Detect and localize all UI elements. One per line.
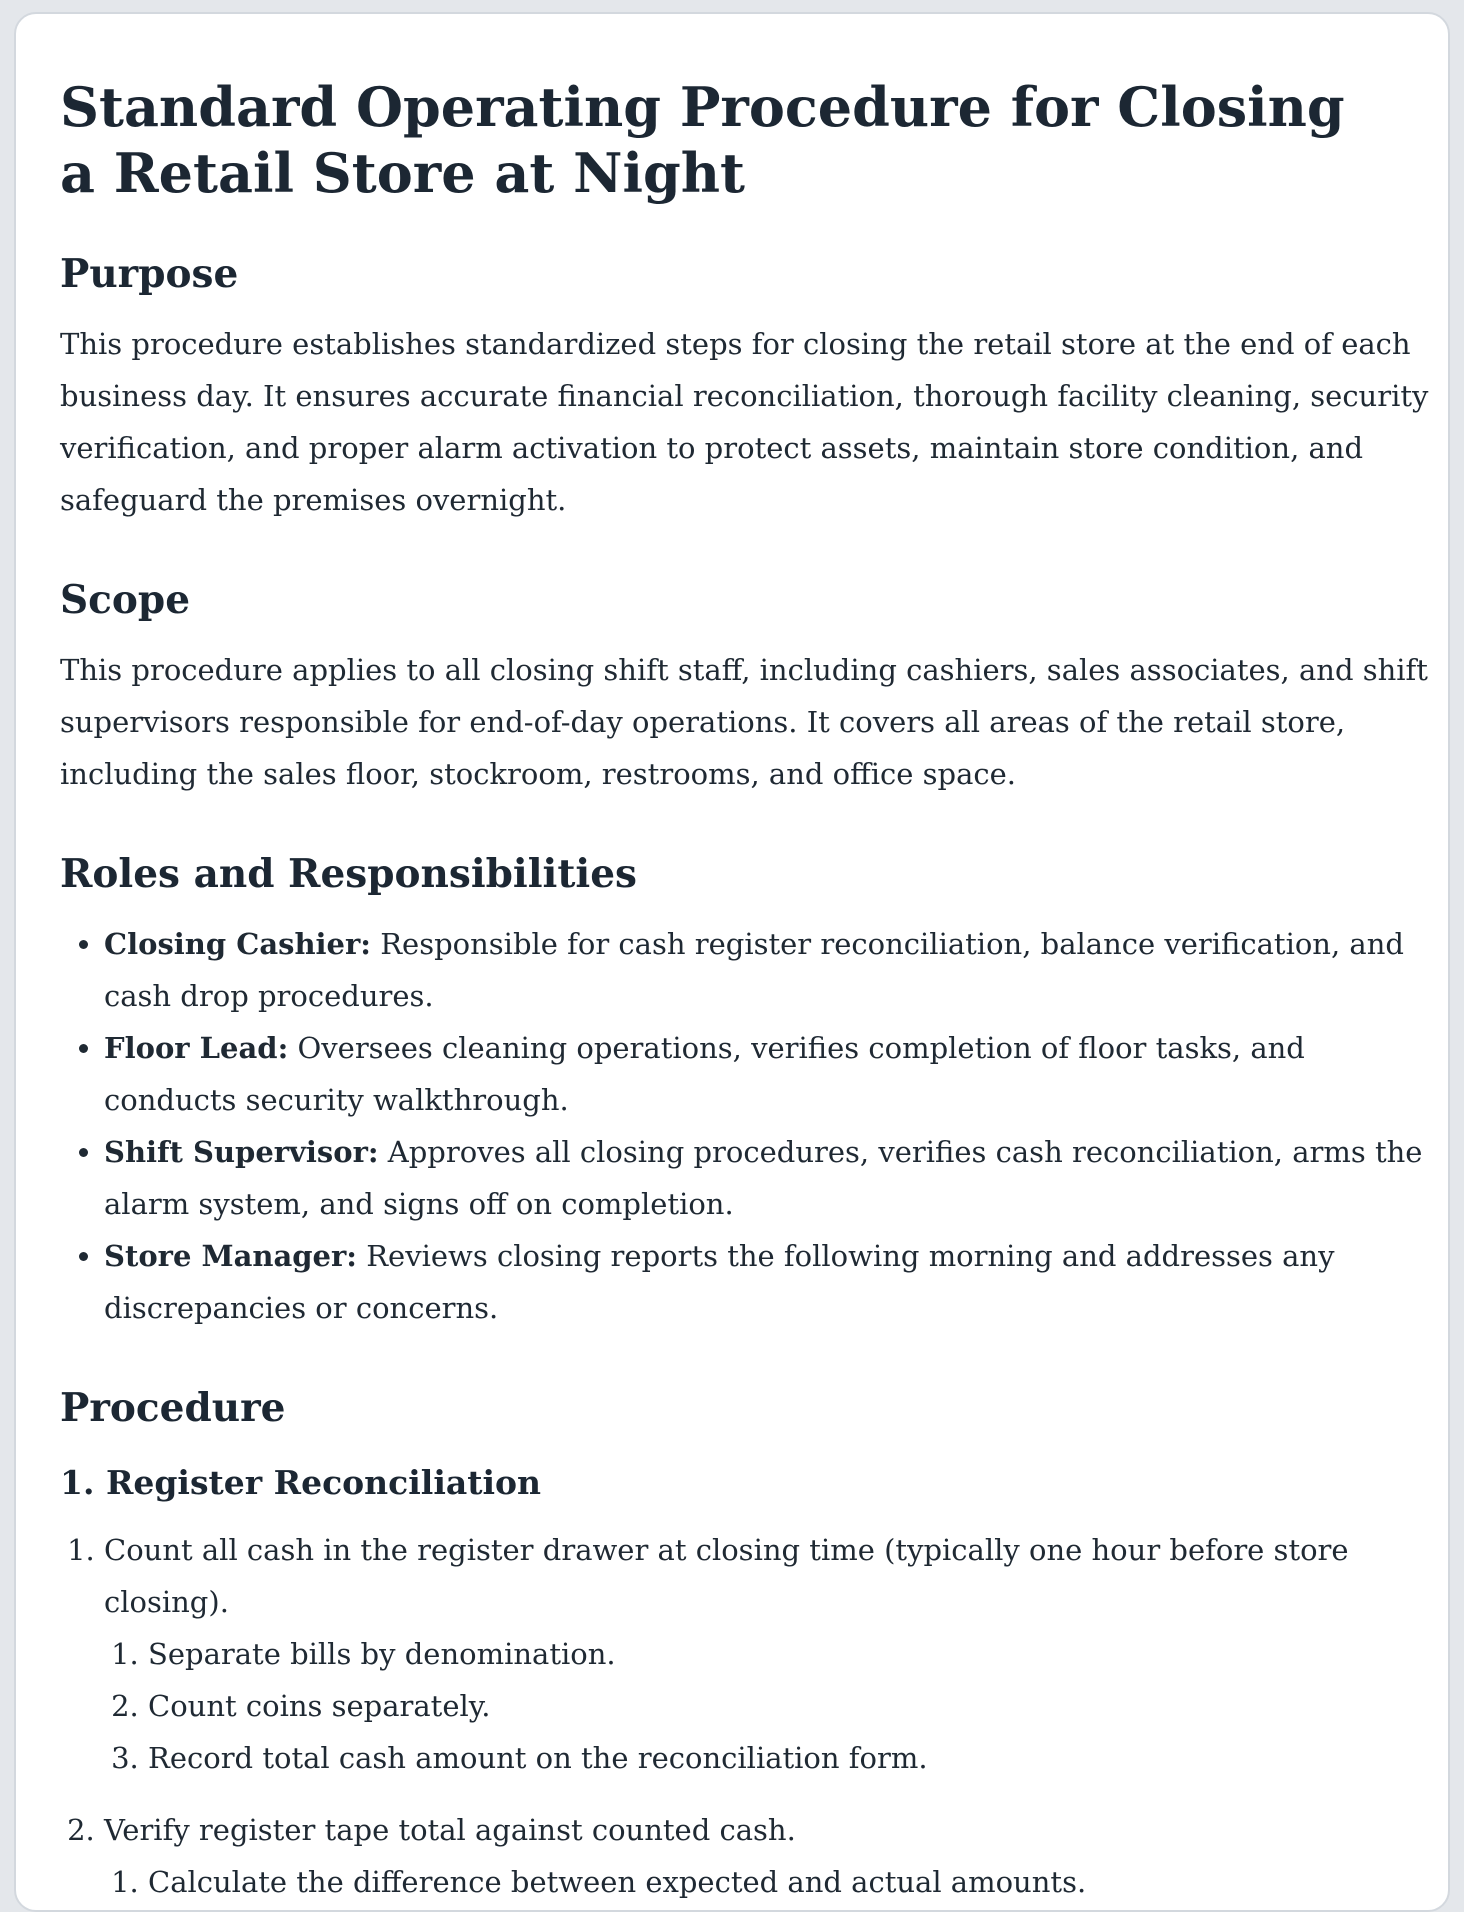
step-text: Verify register tape total against counted cash. [104, 1813, 796, 1847]
role-name: Floor Lead: [104, 1031, 289, 1065]
list-item [104, 1230, 1430, 1334]
procedure-section [60, 1384, 1430, 1908]
list-item [104, 1022, 1430, 1126]
substep: 1. Calculate the difference between expected and actual amounts. [148, 1856, 1430, 1908]
role-name: Shift Supervisor: [104, 1135, 379, 1169]
procedure-step [104, 1804, 1430, 1908]
procedure-heading: Procedure [60, 1385, 286, 1431]
list-item [104, 1126, 1430, 1230]
substep: 3. Record total cash amount on the reconciliation form. [148, 1732, 1430, 1784]
role-name: Store Manager: [104, 1239, 357, 1273]
register-reconciliation-heading: 1. Register Reconciliation [60, 1463, 542, 1502]
substeps-list [104, 1856, 1430, 1908]
procedure-steps [60, 1524, 1430, 1908]
purpose-heading: Purpose [60, 251, 239, 297]
roles-list [60, 918, 1430, 1334]
role-description: Approves all closing procedures, verifies cash reconciliation, arms the alarm system, and signs off on completion. [104, 1135, 1423, 1221]
list-item [104, 918, 1430, 1022]
role-name: Closing Cashier: [104, 927, 371, 961]
substep: 1. Separate bills by denomination. [148, 1628, 1430, 1680]
page-title: Standard Operating Procedure for Closing a Retail Store at Night [60, 75, 1345, 205]
purpose-section [60, 250, 1430, 526]
scope-heading: Scope [60, 577, 191, 623]
procedure-step [104, 1524, 1430, 1804]
document-card [14, 12, 1450, 1912]
roles-section [60, 850, 1430, 1334]
substeps-list [104, 1628, 1430, 1784]
purpose-text: This procedure establishes standardized steps for closing the retail store at the end of each business day. It ensures accurate financial reconciliation, thorough facility cleaning, security verification, and proper alarm activation to protect assets, maintain store condition, and safeguard the premises overnight. [60, 327, 1429, 517]
substep: 2. Count coins separately. [148, 1680, 1430, 1732]
document-content [60, 74, 1430, 1908]
role-description: Reviews closing reports the following morning and addresses any discrepancies or concerns. [104, 1239, 1335, 1325]
role-description: Responsible for cash register reconciliation, balance verification, and cash drop procedures. [104, 927, 1404, 1013]
step-text: Count all cash in the register drawer at closing time (typically one hour before store closing). [104, 1533, 1349, 1619]
roles-heading: Roles and Responsibilities [60, 851, 637, 897]
role-description: Oversees cleaning operations, verifies completion of floor tasks, and conducts security walkthrough. [104, 1031, 1305, 1117]
scope-text: This procedure applies to all closing shift staff, including cashiers, sales associates, and shift supervisors responsible for end-of-day operations. It covers all areas of the retail store, including the sales floor, stockroom, restrooms, and office space. [60, 653, 1428, 791]
scope-section [60, 576, 1430, 800]
